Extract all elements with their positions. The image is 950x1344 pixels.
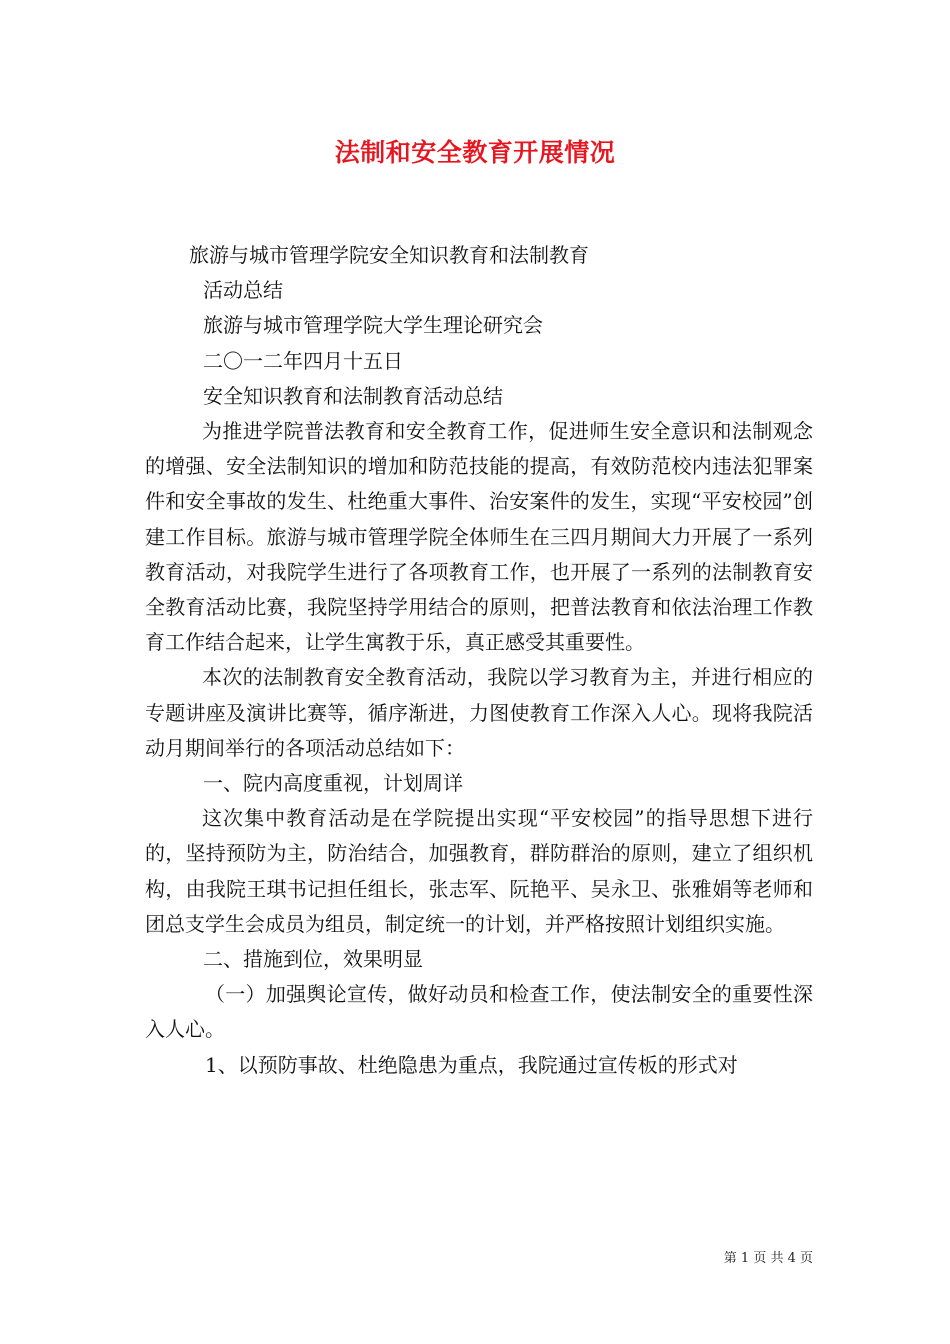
document-title: 法制和安全教育开展情况: [334, 138, 616, 167]
header-line-summary: 活动总结: [203, 278, 283, 303]
header-line-subtitle: 安全知识教育和法制教育活动总结: [203, 383, 503, 408]
header-line-college-topic: 旅游与城市管理学院安全知识教育和法制教育: [189, 243, 589, 267]
paragraph-section-1: 这次集中教育活动是在学院提出实现“平安校园”的指导思想下进行的，坚持预防为主，防治结合，加强教育，群防群治的原则，建立了组织机构，由我院王琪书记担任组长，张志军、阮艳平、吴永卫、张雅娟等老师和团总支学生会成员为组员，制定统一的计划，并严格按照计划组织实施。: [145, 806, 813, 936]
document-body: [145, 238, 813, 1083]
paragraph-item-1: 1、以预防事故、杜绝隐患为重点，我院通过宣传板的形式对: [205, 1052, 738, 1077]
paragraph-overview: 本次的法制教育安全教育活动，我院以学习教育为主，并进行相应的专题讲座及演讲比赛等，循序渐进，力图使教育工作深入人心。现将我院活动月期间举行的各项活动总结如下：: [145, 665, 813, 760]
header-line-date: 二〇一二年四月十五日: [203, 348, 403, 373]
section-heading-1: 一、院内高度重视，计划周详: [203, 771, 463, 796]
section-heading-2: 二、措施到位，效果明显: [203, 947, 423, 972]
paragraph-intro: 为推进学院普法教育和安全教育工作，促进师生安全意识和法制观念的增强、安全法制知识的增加和防范技能的提高，有效防范校内违法犯罪案件和安全事故的发生、杜绝重大事件、治安案件的发生，实现“平安校园”创建工作目标。旅游与城市管理学院全体师生在三四月期间大力开展了一系列教育活动，对我院学生进行了各项教育工作，也开展了一系列的法制教育安全教育活动比赛，我院坚持学用结合的原则，把普法教育和依法治理工作教育工作结合起来，让学生寓教于乐，真正感受其重要性。: [145, 419, 813, 655]
paragraph-subsection-1: （一）加强舆论宣传，做好动员和检查工作，使法制安全的重要性深入人心。: [145, 982, 813, 1042]
header-line-organization: 旅游与城市管理学院大学生理论研究会: [203, 313, 543, 338]
page-number: 第 1 页 共 4 页: [723, 1251, 813, 1266]
